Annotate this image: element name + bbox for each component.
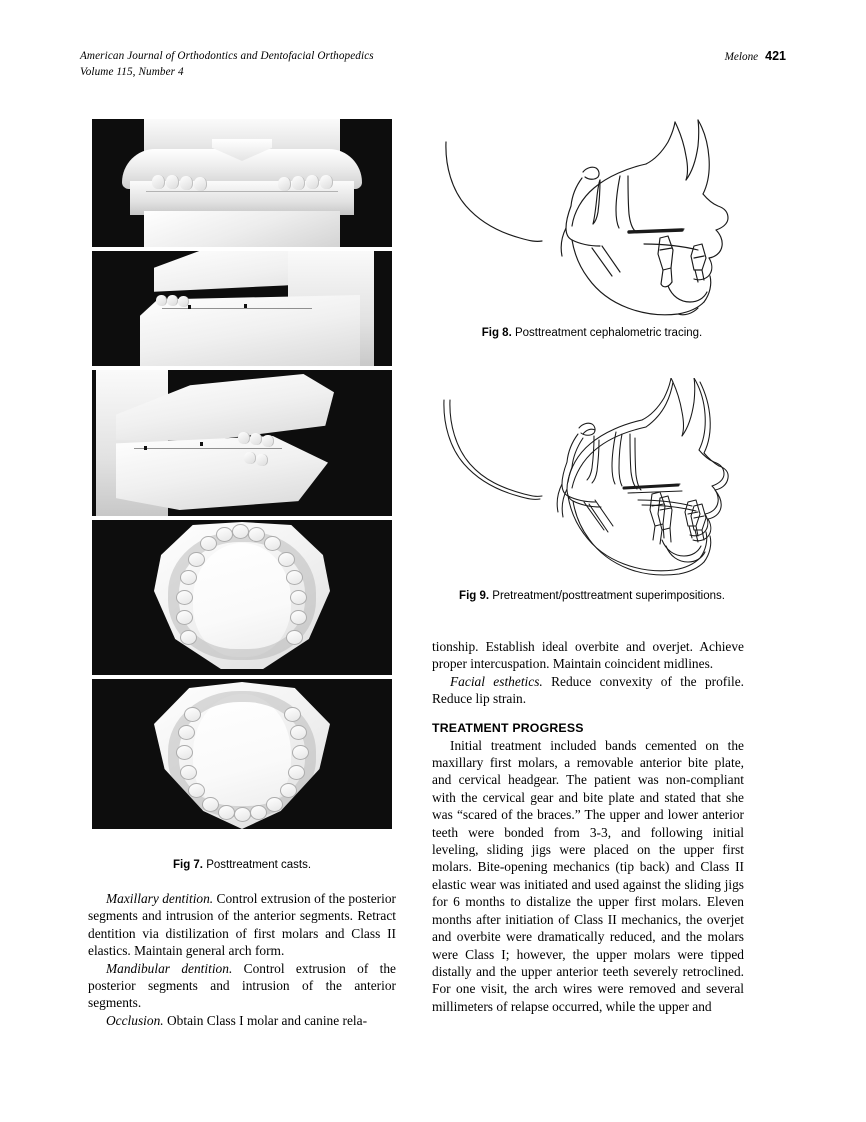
paragraph-mandibular-dentition-text: Control extrusion of the posterior segments and intrusion of the anterior segments. bbox=[88, 960, 396, 1011]
volume-issue: Volume 115, Number 4 bbox=[80, 66, 184, 78]
figure-7-image-stack bbox=[92, 119, 392, 829]
paragraph-occlusion-continued: tionship. Establish ideal overbite and overjet. Achieve proper intercuspation. Maintain coincident midlines. bbox=[432, 639, 744, 672]
runin-occlusion: Occlusion. bbox=[106, 1012, 164, 1028]
paragraph-maxillary-dentition-text: Control extrusion of the posterior segments and intrusion of the anterior segments. Retract dentition via distilization of first molars and Class II elastics. Maintain general arch form. bbox=[88, 891, 396, 959]
figure-7-caption bbox=[92, 858, 392, 873]
runin-maxillary-dentition: Maxillary dentition. bbox=[106, 891, 214, 906]
page-number: 421 bbox=[765, 49, 786, 63]
cast-photo-mandibular-occlusal bbox=[92, 679, 392, 829]
figure-9-superimposition-tracing bbox=[432, 378, 752, 583]
journal-title: American Journal of Orthodontics and Dentofacial Orthopedics bbox=[80, 50, 374, 62]
figure-9-caption bbox=[432, 589, 752, 604]
mandibular-arch-shape bbox=[154, 679, 330, 829]
body-column-left bbox=[88, 890, 396, 1029]
figure-7-caption-text: Posttreatment casts. bbox=[206, 859, 312, 871]
figure-9-caption-text: Pretreatment/posttreatment superimpositions. bbox=[492, 590, 725, 602]
running-head bbox=[80, 48, 786, 88]
runin-mandibular-dentition: Mandibular dentition. bbox=[106, 960, 233, 976]
author-name: Melone bbox=[724, 51, 759, 63]
paragraph-treatment-progress: Initial treatment included bands cemented on the maxillary first molars, a removable anterior bite plate, and cervical headgear. The patient was non-compliant with the cervical gear and bite plate and stated that she was “scared of the braces.” The upper and lower anterior teeth were bonded from 3-3, and following initial leveling, sliding jigs were placed on the upper first molars. Bite-opening mechanics (tip back) and Class II elastic wear was initiated and used against the sliding jigs for 6 months to distalize the upper first molars. Eleven months after initiation of Class II mechanics, the overjet and overbite were dramatically reduced, and the molars were Class I; however, the upper molars were tipped distally and the upper anterior teeth severely retroclined. For one visit, the arch wires were removed and several millimeters of relapse occurred, while the upper and bbox=[432, 737, 744, 1014]
maxillary-arch-shape bbox=[154, 522, 330, 672]
figure-8-caption-text: Posttreatment cephalometric tracing. bbox=[514, 327, 703, 339]
section-heading-treatment-progress: TREATMENT PROGRESS bbox=[432, 720, 584, 735]
paragraph-occlusion bbox=[88, 1012, 396, 1029]
paragraph-facial-esthetics-text: Reduce convexity of the profile. Reduce lip strain. bbox=[432, 673, 745, 707]
body-column-right bbox=[432, 638, 744, 1015]
paragraph-maxillary-dentition bbox=[88, 890, 396, 960]
figure-8-cephalometric-tracing bbox=[432, 118, 752, 320]
cast-photo-right-lateral bbox=[92, 251, 392, 366]
cast-photo-frontal-occlusion bbox=[92, 119, 392, 247]
paragraph-facial-esthetics bbox=[432, 673, 744, 708]
figure-9-label: Fig 9. bbox=[459, 590, 490, 602]
running-head-right bbox=[725, 48, 786, 65]
paragraph-mandibular-dentition bbox=[88, 960, 396, 1012]
running-head-left bbox=[80, 48, 374, 80]
paragraph-occlusion-text: Obtain Class I molar and canine rela- bbox=[163, 1012, 368, 1028]
figure-8-caption bbox=[432, 326, 752, 341]
cast-photo-maxillary-occlusal bbox=[92, 520, 392, 675]
figure-7-label: Fig 7. bbox=[172, 859, 203, 871]
runin-facial-esthetics: Facial esthetics. bbox=[450, 673, 543, 689]
cast-photo-left-lateral bbox=[92, 370, 392, 516]
figure-8-label: Fig 8. bbox=[481, 327, 512, 339]
